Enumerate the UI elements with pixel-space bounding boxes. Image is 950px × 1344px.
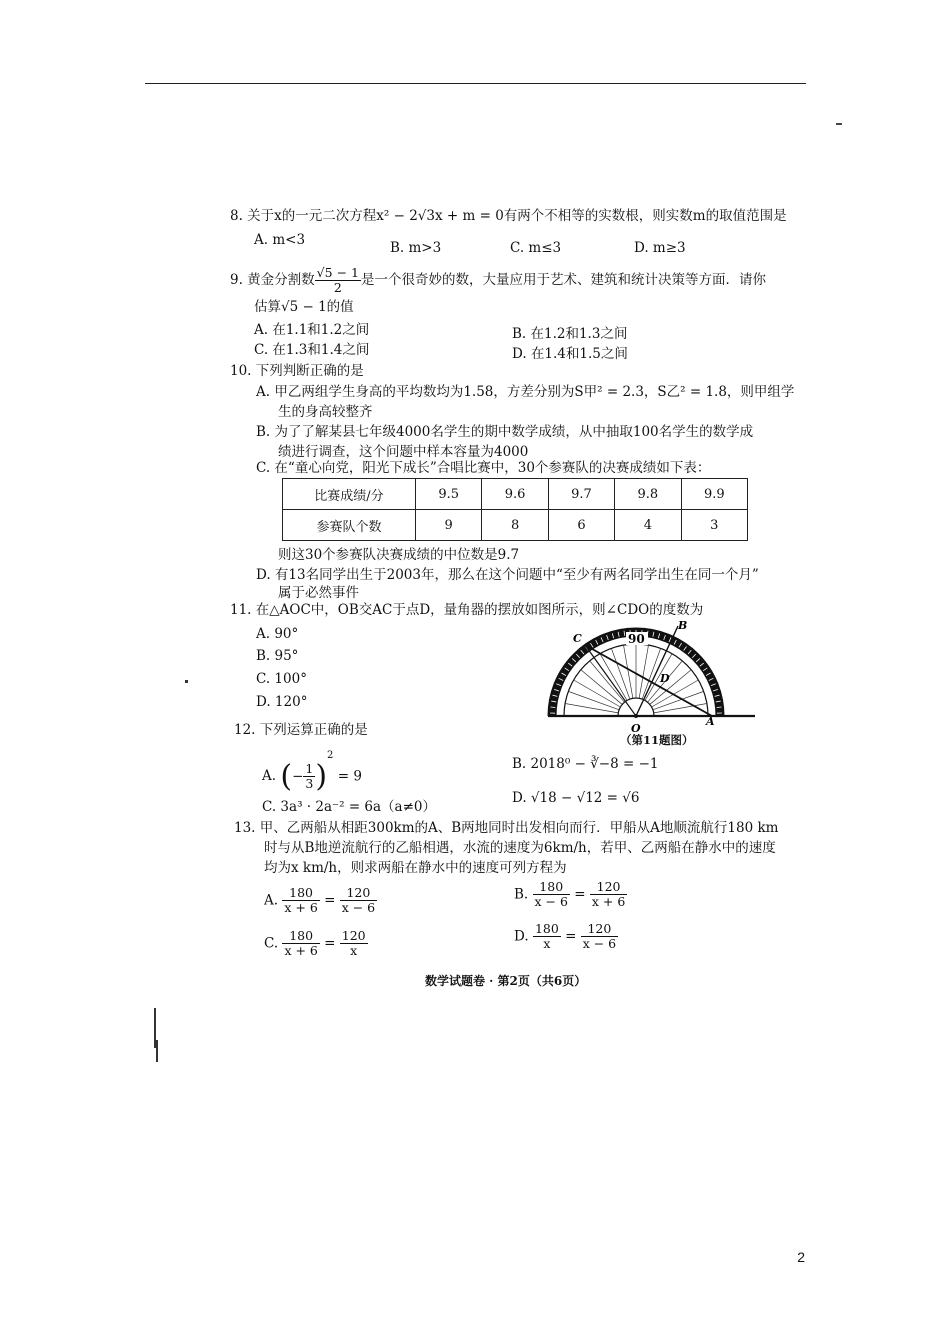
q9-frac-den: 2 [333,280,342,295]
q13-option-a [264,886,377,915]
q10-option-b-line2: 绩进行调查，这个问题中样本容量为4000 [278,444,529,460]
table-cell: 3 [681,510,747,541]
frac-num: 120 [590,880,627,895]
table-cell: 9.9 [681,479,747,510]
q11-option-a: A. 90° [256,626,299,642]
q9-option-d: D. 在1.4和1.5之间 [512,346,628,362]
table-cell: 9 [416,510,482,541]
q13-line1: 13. 甲、乙两船从相距300km的A、B两地同时出发相向而行．甲船从A地顺流航行180 km [234,820,779,836]
q11-option-d: D. 120° [256,694,308,710]
q11-option-b: B. 95° [256,648,299,664]
frac-num: 120 [340,886,377,901]
q13-d-frac2 [581,922,618,951]
frac-num: 120 [581,922,618,937]
protractor-spokes [565,644,707,713]
frac-num: 180 [533,880,570,895]
q12-option-c: C. 3a³ · 2a⁻² = 6a（a≠0） [262,799,437,815]
segment-co [585,645,636,716]
q13-b-frac2 [590,880,627,909]
q13-line2: 时与从B地逆流航行的乙船相遇，水流的速度为6km/h，若甲、乙两船在静水中的速度 [264,840,776,856]
q10-option-c-line2: 则这30个参赛队决赛成绩的中位数是9.7 [278,547,520,563]
q13-c-frac1 [282,929,319,958]
header-rule [145,83,806,84]
q13-a-label: A. [264,892,279,909]
protractor-spoke [611,648,629,699]
frac-den: x − 6 [534,894,568,909]
q9-stem [230,266,766,295]
q9-option-a: A. 在1.1和1.2之间 [254,322,370,338]
table-cell: 9.6 [482,479,548,510]
scan-mark [156,1040,158,1062]
table-cell: 9.7 [548,479,614,510]
label-d: D [660,672,670,685]
point-o [634,714,638,718]
q13-c-frac2 [340,929,368,958]
q9-frac-num: √5 − 1 [316,265,359,280]
q13-option-d [514,922,618,951]
q9-option-c: C. 在1.3和1.4之间 [254,342,370,358]
paren-open: ( [280,759,293,794]
frac-den: x [543,936,551,951]
paren-close: ) [315,759,328,794]
label-b: B [678,619,688,632]
frac-num: 180 [282,929,319,944]
protractor-spoke [568,691,619,709]
q12-option-d: D. √18 − √12 = √6 [512,790,640,806]
q12-stem: 12. 下列运算正确的是 [234,722,368,738]
table-cell: 8 [482,510,548,541]
frac-den: x − 6 [582,936,617,951]
q13-a-frac1 [282,886,319,915]
label-a: A [706,715,715,728]
q9-stem-post: 是一个很奇妙的数，大量应用于艺术、建筑和统计决策等方面．请你 [360,272,766,288]
q13-option-c [264,929,368,958]
protractor-figure [540,612,770,752]
q9-stem-pre: 9. 黄金分割数 [230,272,315,288]
frac-den: x [350,943,358,958]
protractor-tick [550,707,555,708]
page-number: 2 [797,1249,805,1265]
table-head-teams: 参赛队个数 [283,510,416,541]
frac-den: x − 6 [341,900,376,915]
q8-option-b: B. m>3 [390,240,442,256]
label-c: C [573,632,582,645]
protractor-spoke [639,645,648,698]
frac-den: x + 6 [591,894,626,909]
q9-fraction [315,266,361,295]
q10-option-c-line1: C. 在“童心向党，阳光下成长”合唱比赛中，30个参赛队的决赛成绩如下表： [256,460,711,476]
q10-option-d-line2: 属于必然事件 [278,585,359,601]
q13-line3: 均为x km/h，则求两船在静水中的速度可列方程为 [264,860,567,876]
q11-option-c: C. 100° [256,671,307,687]
table-cell: 6 [548,510,614,541]
minus-sign: − [292,768,304,785]
q10-option-a-line1: A. 甲乙两组学生身高的平均数均为1.58，方差分别为S甲² = 2.3，S乙² = 1.8，则甲组学 [256,384,795,400]
label-ninety: 90 [628,632,645,646]
q13-d-label: D. [514,928,529,945]
q12-option-b: B. 2018⁰ − ∛−8 = −1 [512,756,659,772]
q8-stem: 8. 关于x的一元二次方程x² − 2√3x + m = 0有两个不相等的实数根，则实数m的取值范围是 [230,208,787,224]
q12-a-fraction [303,762,315,791]
score-table [282,478,748,541]
protractor-tick [717,707,722,708]
q9-stem-line2: 估算√5 − 1的值 [254,299,354,315]
equals-sign: = [324,892,336,909]
q11-figure-caption: （第11题图） [620,733,694,747]
frac-num: 180 [534,921,559,936]
table-row [283,479,748,510]
label-o: O [631,722,641,735]
table-head-score: 比赛成绩/分 [283,479,416,510]
q8-option-d: D. m≥3 [634,240,686,256]
equals-sign: = [324,935,336,952]
q12-a-num: 1 [305,761,314,776]
q13-option-b [514,880,627,909]
protractor-spoke [642,648,660,699]
table-cell: 9.5 [416,479,482,510]
q10-stem: 10. 下列判断正确的是 [230,363,364,379]
scan-speck [836,123,842,125]
equals-sign: = [574,886,586,903]
q13-a-frac2 [340,886,377,915]
q13-c-label: C. [264,935,279,952]
frac-den: x + 6 [284,900,318,915]
frac-den: x + 6 [284,943,318,958]
table-row [283,510,748,541]
q12-a-label: A. [262,768,277,784]
q8-option-a: A. m<3 [254,232,306,248]
scan-dot [185,680,188,683]
q8-option-c: C. m≤3 [510,240,562,256]
protractor-spoke [565,703,618,712]
q13-b-frac1 [533,880,570,909]
q9-option-b: B. 在1.2和1.3之间 [512,326,628,342]
q10-option-a-line2: 生的身高较整齐 [278,404,373,420]
q10-option-b-line1: B. 为了了解某县七年级4000名学生的期中数学成绩，从中抽取100名学生的数学成 [256,424,754,440]
q12-a-result: = 9 [337,768,362,785]
frac-num: 180 [282,886,319,901]
table-cell: 4 [615,510,681,541]
protractor-spoke [652,680,699,707]
q12-a-den: 3 [305,776,314,791]
q13-b-label: B. [514,886,529,903]
equals-sign: = [565,928,577,945]
table-cell: 9.8 [615,479,681,510]
page-footer: 数学试题卷 · 第2页（共6页） [425,974,587,988]
q10-option-d-line1: D. 有13名同学出生于2003年，那么在这个问题中“至少有两名同学出生在同一个月” [256,567,759,583]
frac-num: 120 [341,928,366,943]
q13-d-frac1 [533,922,561,951]
q11-stem: 11. 在△AOC中，OB交AC于点D，量角器的摆放如图所示，则∠CDO的度数为 [230,602,704,618]
exponent: 2 [327,750,334,761]
q12-option-a [262,750,362,794]
